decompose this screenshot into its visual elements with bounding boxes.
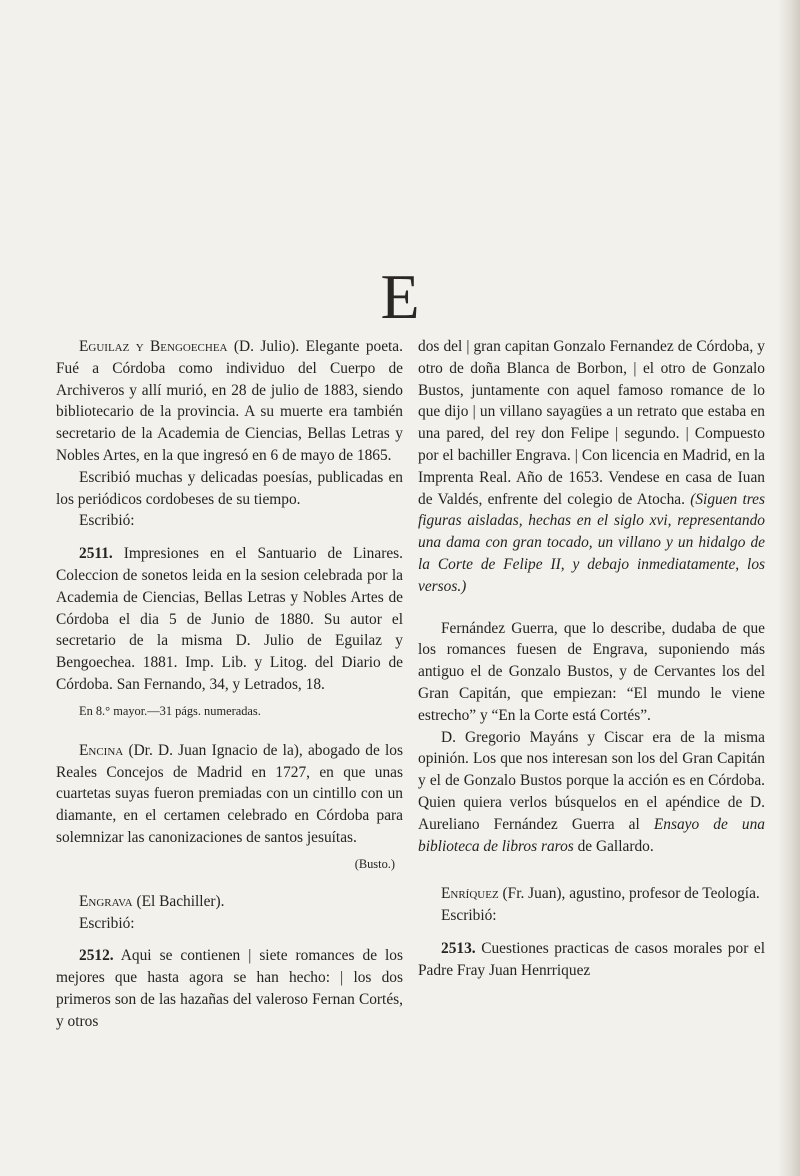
- engrava-commentary-1: Fernández Guerra, que lo describe, dudaba de que los romances fuesen de Engrava, suponiendo más antiguo el de Gonzalo Bustos, y de Cervantes los del Gran Capitán, que empiezan: “El mundo le viene estrecho” y “En la Corte está Cortés”.: [418, 619, 765, 724]
- left-column: [56, 336, 403, 1033]
- engrava-commentary-title: Ensayo de una biblioteca de libros raros: [418, 815, 765, 855]
- eguilaz-wrote-label: Escribió:: [79, 512, 135, 530]
- enriquez-wrote-label: Escribió:: [441, 907, 497, 925]
- encina-entry: [56, 740, 403, 849]
- entry-number-2512: 2512.: [79, 947, 114, 965]
- engrava-commentary-2b: de Gallardo.: [573, 837, 654, 855]
- enriquez-bio: (Fr. Juan), agustino, profesor de Teología.: [498, 885, 760, 903]
- page-edge-shadow: [778, 0, 800, 1176]
- entry-2512-continuation: [418, 336, 765, 598]
- eguilaz-bio: (D. Julio). Elegante poeta. Fué a Córdoba como individuo del Cuerpo de Archiveros y allí murió, en 28 de julio de 1883, siendo bibliotecario de la provincia. A su muerte era también secretario de la Academia de Ciencias, Bellas Letras y Nobles Artes, en la que ingresó en 6 de mayo de 1865.: [56, 338, 403, 464]
- author-name-engrava: Engrava: [79, 892, 133, 910]
- engrava-wrote-label: Escribió:: [79, 914, 135, 932]
- engrava-commentary-2a: D. Gregorio Mayáns y Ciscar era de la misma opinión. Los que nos interesan son los del Gran Capitán y el de Gonzalo Bustos porque la acción es en Córdoba. Quien quiera verlos búsquelos en el apéndice de D. Aureliano Fernández Guerra al: [418, 728, 765, 833]
- entry-2511: [56, 543, 403, 696]
- author-name-encina: Encina: [79, 741, 124, 759]
- engrava-commentary-2: [418, 727, 765, 858]
- encina-source: (Busto.): [354, 856, 395, 871]
- entry-2512: [56, 945, 403, 1032]
- entry-number-2513: 2513.: [441, 939, 476, 957]
- author-name-eguilaz: Eguilaz y Bengoechea: [79, 338, 228, 355]
- encina-bio: (Dr. D. Juan Ignacio de la), abogado de los Reales Concejos de Madrid en 1727, en que unas cuartetas suyas fueron premiadas con un cintillo con un diamante, en el certamen celebrado en Córdoba para solemnizar las canonizaciones de santos jesuítas.: [56, 741, 403, 846]
- author-name-enriquez: Enríquez: [441, 885, 499, 903]
- right-column: [418, 336, 765, 982]
- engrava-entry: [56, 891, 403, 913]
- eguilaz-bio-2: Escribió muchas y delicadas poesías, publicadas en los periódicos cordobeses de su tiempo.: [56, 468, 403, 508]
- entry-2513: [418, 938, 765, 982]
- entry-2511-note: En 8.° mayor.—31 págs. numeradas.: [79, 703, 261, 718]
- entry-2513-text: Cuestiones practicas de casos morales por el Padre Fray Juan Henrriquez: [418, 939, 765, 979]
- entry-number-2511: 2511.: [79, 545, 113, 563]
- entry-2512-italic-note: (Siguen tres figuras aisladas, hechas en el siglo xvi, representando una dama con gran tocado, un villano y un hidalgo de la Corte de Felipe II, y debajo inmediatamente, los versos.): [418, 490, 765, 595]
- section-letter-heading: E: [380, 261, 420, 332]
- eguilaz-entry: [56, 336, 403, 467]
- entry-2512-continuation-text: dos del | gran capitan Gonzalo Fernandez de Córdoba, y otro de doña Blanca de Borbon, | el otro de Gonzalo Bustos, juntamente con aquel famoso romance de lo que dijo | un villano sayagües a un retrato que estaba en una pared, del rey don Felipe | segundo. | Compuesto por el bachiller Engrava. | Con licencia en Madrid, en la Imprenta Real. Año de 1653. Vendese en casa de Iuan de Valdés, enfrente del colegio de Atocha.: [418, 338, 765, 508]
- entry-2512-text: Aqui se contienen | siete romances de los mejores que hasta agora se han hecho: | los dos primeros son de las hazañas del valeroso Fernan Cortés, y otros: [56, 947, 403, 1030]
- entry-2511-text: Impresiones en el Santuario de Linares. Coleccion de sonetos leida en la sesion celebrada por la Academia de Ciencias, Bellas Letras y Nobles Artes de Córdoba el dia 5 de Junio de 1880. Su autor el secretario de la misma D. Julio de Eguilaz y Bengoechea. 1881. Imp. Lib. y Litog. del Diario de Córdoba. San Fernando, 34, y Letrados, 18.: [56, 545, 403, 693]
- enriquez-entry: [418, 883, 765, 905]
- engrava-bio: (El Bachiller).: [132, 892, 225, 910]
